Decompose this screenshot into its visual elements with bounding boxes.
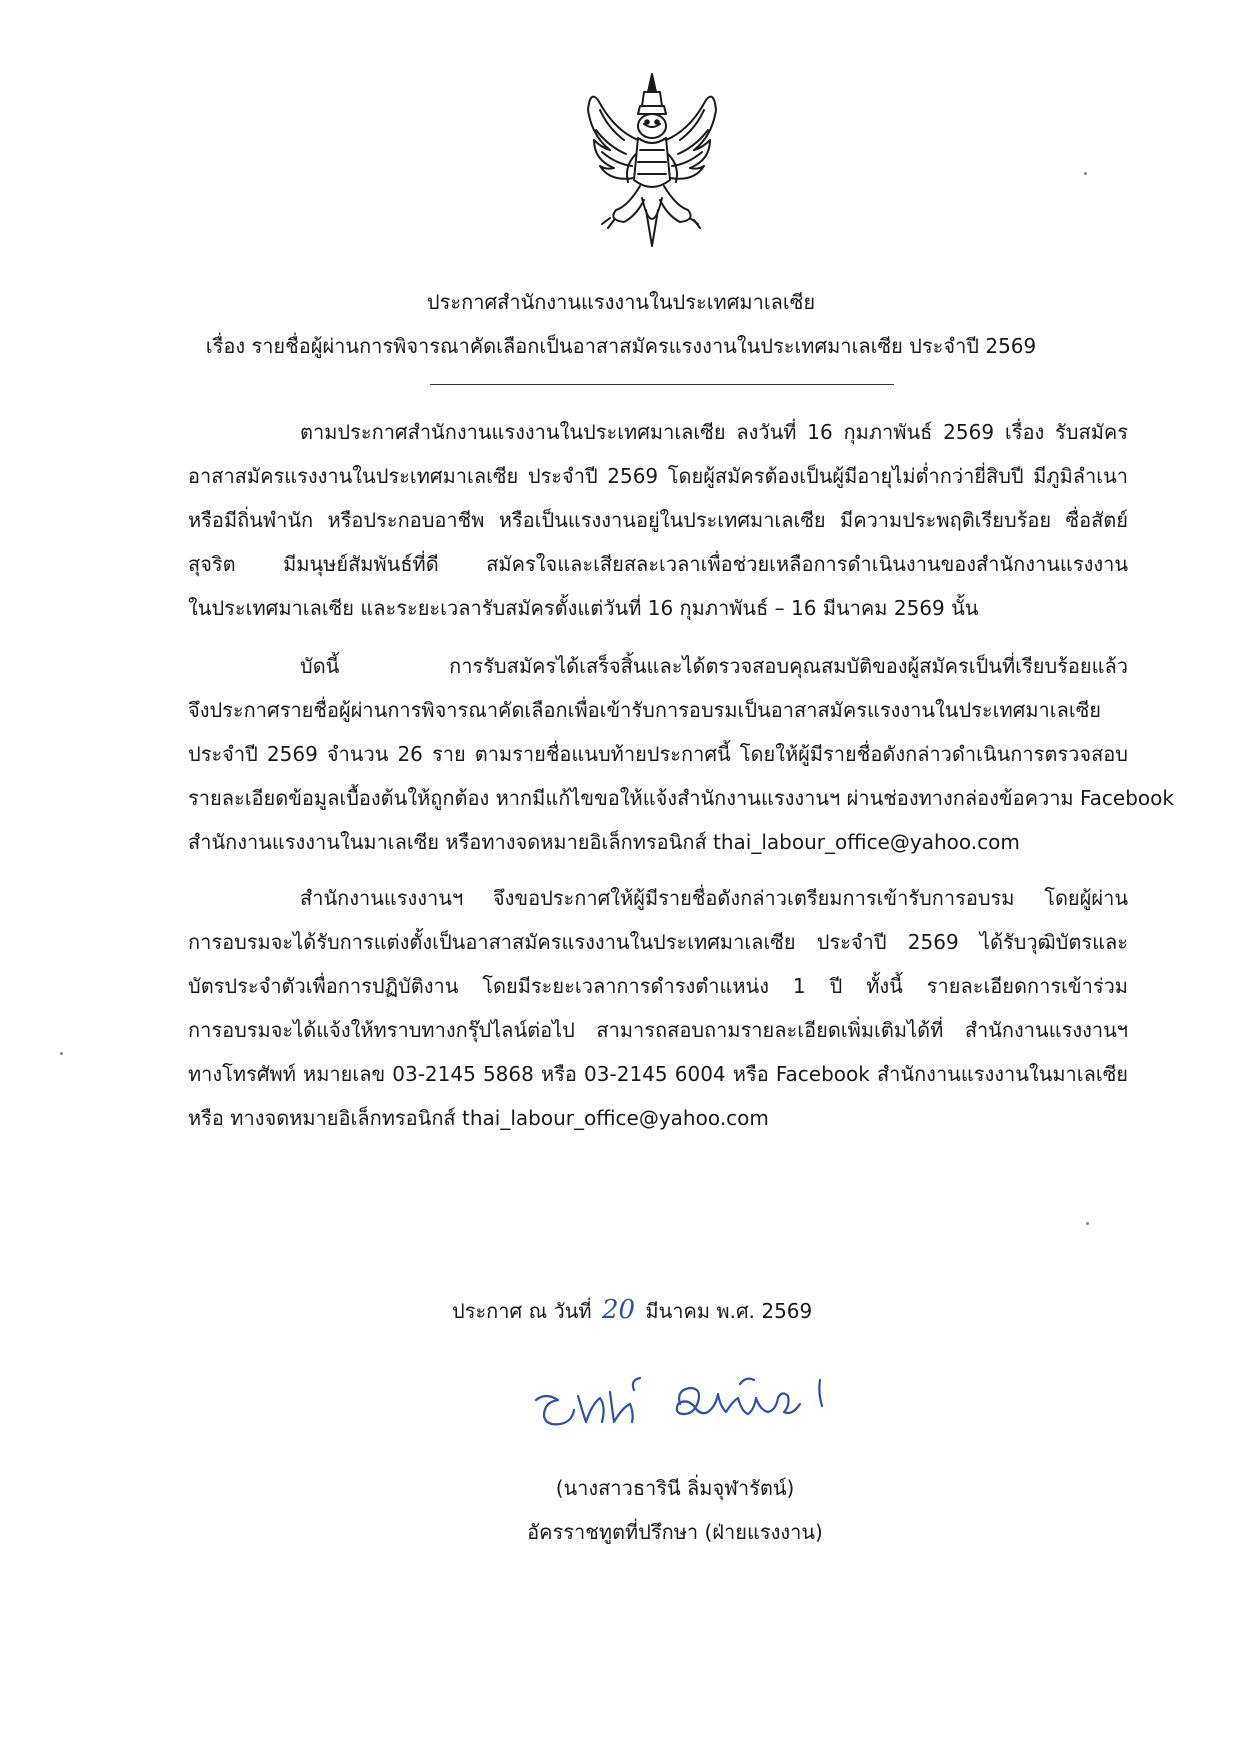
paragraph-1-line: อาสาสมัครแรงงานในประเทศมาเลเซีย ประจำปี 2569 โดยผู้สมัครต้องเป็นผู้มีอายุไม่ต่ำกว่ายี่สิบปี มีภูมิลำเนา [188, 464, 1128, 488]
paragraph-2-line: สำนักงานแรงงานในมาเลเซีย หรือทางจดหมายอิเล็กทรอนิกส์ thai_labour_office@yahoo.com [188, 830, 1020, 854]
paragraph-3-line: การอบรมจะได้แจ้งให้ทราบทางกรุ๊ปไลน์ต่อไป สามารถสอบถามรายละเอียดเพิ่มเติมได้ที่ สำนักงานแรงงานฯ [188, 1018, 1128, 1042]
date-prefix: ประกาศ ณ วันที่ [452, 1299, 592, 1323]
paragraph-1-line: สุจริต มีมนุษย์สัมพันธ์ที่ดี สมัครใจและเสียสละเวลาเพื่อช่วยเหลือการดำเนินงานของสำนักงานแรงงาน [188, 552, 1128, 576]
signer-title: อัครราชทูตที่ปรึกษา (ฝ่ายแรงงาน) [527, 1520, 823, 1544]
signer-name: (นางสาวธารินี ลิ่มจุฬารัตน์) [555, 1476, 795, 1500]
scan-speck [1086, 1222, 1089, 1225]
paragraph-2-line: บัดนี้ การรับสมัครได้เสร็จสิ้นและได้ตรวจสอบคุณสมบัติของผู้สมัครเป็นที่เรียบร้อยแล้ว [300, 654, 1128, 678]
announcement-date [452, 1296, 812, 1325]
paragraph-3-line: ทางโทรศัพท์ หมายเลข 03-2145 5868 หรือ 03-2145 6004 หรือ Facebook สำนักงานแรงงานในมาเลเซีย [188, 1062, 1128, 1086]
paragraph-3-line: สำนักงานแรงงานฯ จึงขอประกาศให้ผู้มีรายชื่อดังกล่าวเตรียมการเข้ารับการอบรม โดยผู้ผ่าน [300, 886, 1128, 910]
paragraph-2-line: ประจำปี 2569 จำนวน 26 ราย ตามรายชื่อแนบท้ายประกาศนี้ โดยให้ผู้มีรายชื่อดังกล่าวดำเนินการตรวจสอบ [188, 742, 1128, 766]
date-suffix: มีนาคม พ.ศ. 2569 [645, 1299, 813, 1323]
announcement-subject: เรื่อง รายชื่อผู้ผ่านการพิจารณาคัดเลือกเป็นอาสาสมัครแรงงานในประเทศมาเลเซีย ประจำปี 2569 [205, 334, 1037, 358]
paragraph-2-line: รายละเอียดข้อมูลเบื้องต้นให้ถูกต้อง หากมีแก้ไขขอให้แจ้งสำนักงานแรงงานฯ ผ่านช่องทางกล่องข้อความ Facebook [188, 786, 1174, 810]
handwritten-signature [530, 1370, 860, 1440]
date-day-handwritten: 20 [601, 1295, 636, 1325]
paragraph-1-line: หรือมีถิ่นพำนัก หรือประกอบอาชีพ หรือเป็นแรงงานอยู่ในประเทศมาเลเซีย มีความประพฤติเรียบร้อย ซื่อสัตย์ [188, 508, 1128, 532]
scan-speck [60, 1052, 63, 1055]
paragraph-3-line: บัตรประจำตัวเพื่อการปฏิบัติงาน โดยมีระยะเวลาการดำรงตำแหน่ง 1 ปี ทั้งนี้ รายละเอียดการเข้าร่วม [188, 974, 1128, 998]
paragraph-2-line: จึงประกาศรายชื่อผู้ผ่านการพิจารณาคัดเลือกเพื่อเข้ารับการอบรมเป็นอาสาสมัครแรงงานในประเทศมาเลเซีย [188, 698, 1101, 722]
paragraph-3-line: การอบรมจะได้รับการแต่งตั้งเป็นอาสาสมัครแรงงานในประเทศมาเลเซีย ประจำปี 2569 ได้รับวุฒิบัตรและ [188, 930, 1128, 954]
heading-divider [430, 384, 894, 385]
paragraph-1-line: ในประเทศมาเลเซีย และระยะเวลารับสมัครตั้งแต่วันที่ 16 กุมภาพันธ์ – 16 มีนาคม 2569 นั้น [188, 596, 979, 620]
announcement-title: ประกาศสำนักงานแรงงานในประเทศมาเลเซีย [426, 290, 816, 314]
scan-speck [1084, 172, 1087, 175]
paragraph-1-line: ตามประกาศสำนักงานแรงงานในประเทศมาเลเซีย ลงวันที่ 16 กุมภาพันธ์ 2569 เรื่อง รับสมัคร [300, 420, 1128, 444]
garuda-emblem-icon [580, 70, 725, 250]
paragraph-3-line: หรือ ทางจดหมายอิเล็กทรอนิกส์ thai_labour_office@yahoo.com [188, 1106, 769, 1130]
